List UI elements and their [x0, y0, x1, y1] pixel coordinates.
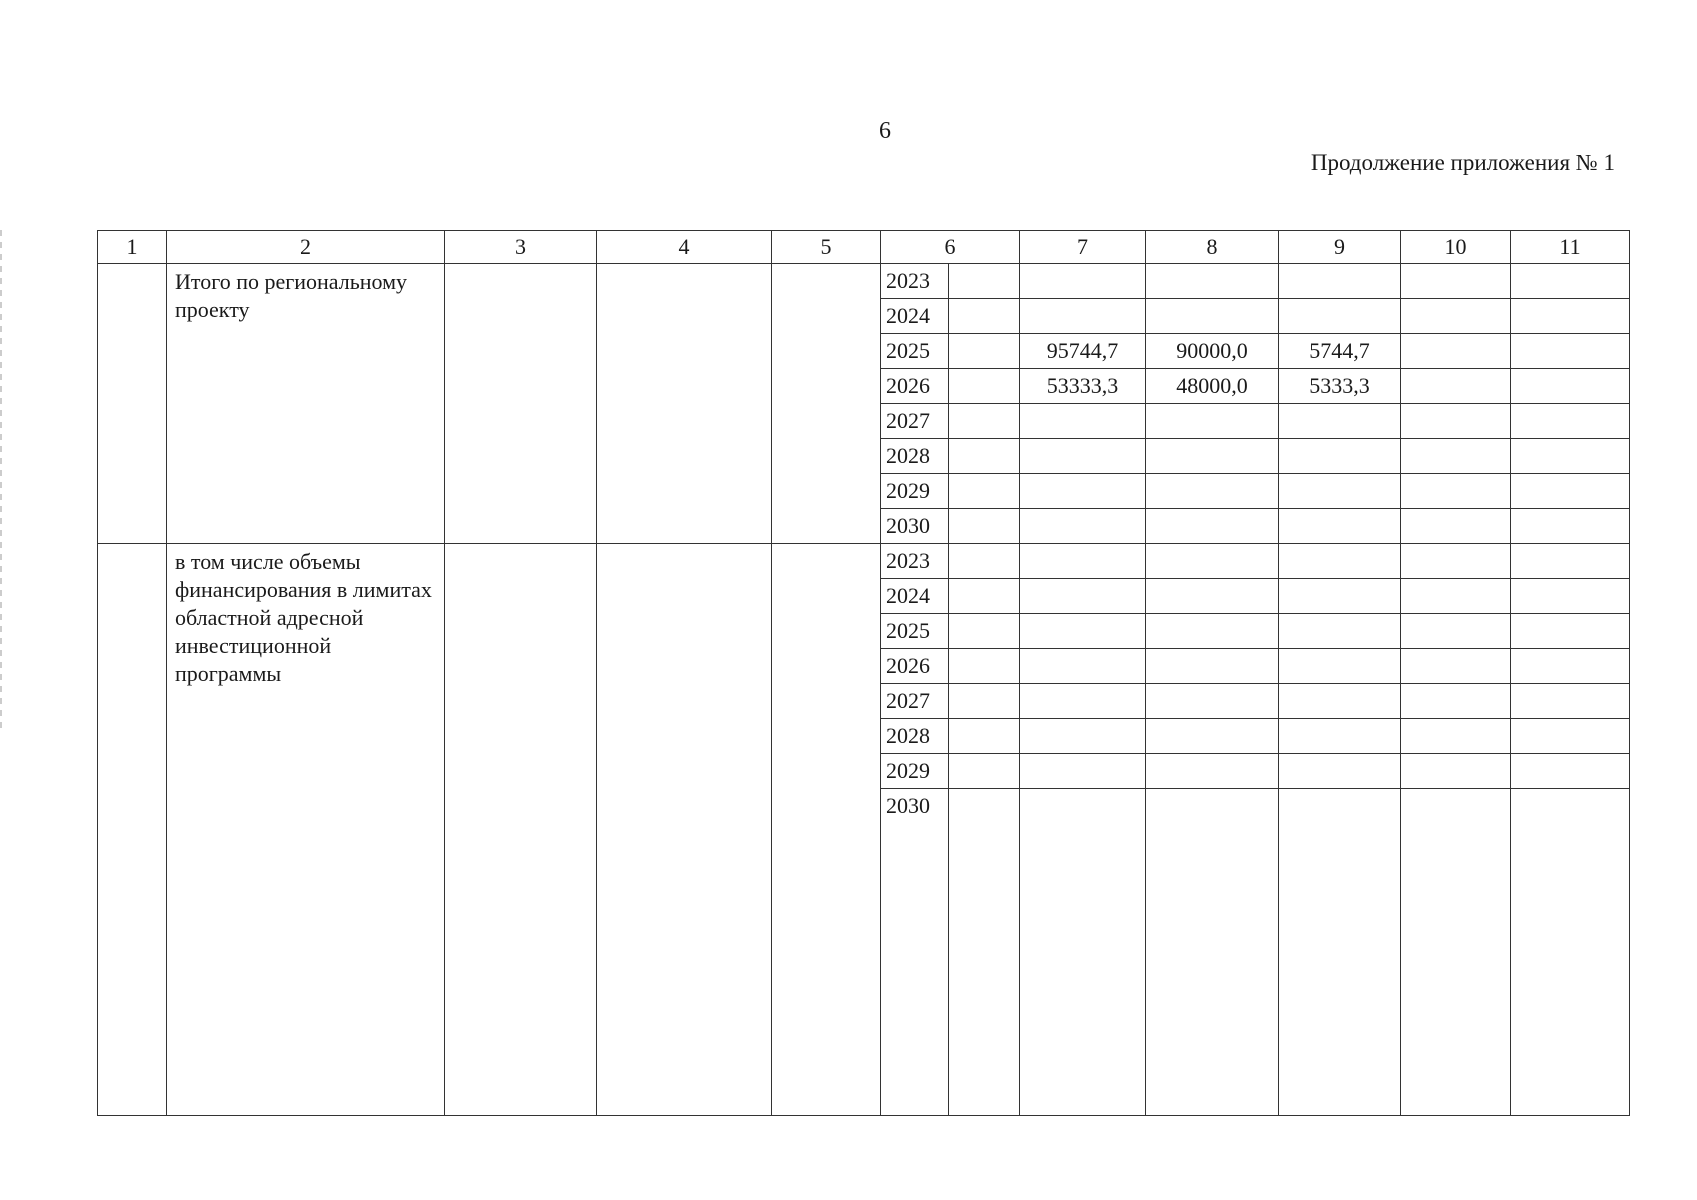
empty-cell — [1279, 789, 1401, 1116]
year-cell: 2024 — [881, 299, 949, 334]
value-cell — [1020, 439, 1146, 474]
empty-cell — [949, 614, 1020, 649]
empty-cell — [949, 579, 1020, 614]
empty-cell — [1401, 789, 1511, 1116]
empty-cell — [949, 369, 1020, 404]
empty-cell — [1401, 334, 1511, 369]
empty-cell — [1020, 789, 1146, 1116]
empty-cell — [1401, 684, 1511, 719]
value-cell — [1020, 474, 1146, 509]
page-number: 6 — [879, 118, 891, 144]
year-cell: 2028 — [881, 439, 949, 474]
empty-cell — [1401, 614, 1511, 649]
empty-cell — [1401, 264, 1511, 299]
empty-cell — [1511, 789, 1630, 1116]
empty-cell — [1511, 369, 1630, 404]
table-row — [98, 264, 1630, 299]
value-cell — [1279, 509, 1401, 544]
empty-cell — [1279, 754, 1401, 789]
year-cell: 2024 — [881, 579, 949, 614]
empty-cell — [1511, 579, 1630, 614]
table-row — [98, 544, 1630, 579]
empty-cell — [1146, 789, 1279, 1116]
empty-cell — [1020, 579, 1146, 614]
year-cell: 2027 — [881, 404, 949, 439]
empty-cell — [949, 509, 1020, 544]
empty-cell — [1511, 299, 1630, 334]
empty-cell — [1511, 754, 1630, 789]
header-cell: 1 — [98, 231, 167, 264]
empty-cell — [1146, 544, 1279, 579]
value-cell: 5333,3 — [1279, 369, 1401, 404]
header-cell: 10 — [1401, 231, 1511, 264]
empty-cell — [1401, 649, 1511, 684]
empty-cell — [445, 264, 597, 544]
header-cell: 5 — [772, 231, 881, 264]
empty-cell — [1401, 369, 1511, 404]
year-cell: 2026 — [881, 369, 949, 404]
value-cell: 48000,0 — [1146, 369, 1279, 404]
empty-cell — [1146, 614, 1279, 649]
header-cell: 2 — [167, 231, 445, 264]
value-cell: 53333,3 — [1020, 369, 1146, 404]
year-cell: 2028 — [881, 719, 949, 754]
empty-cell — [1511, 264, 1630, 299]
value-cell — [1279, 474, 1401, 509]
value-cell — [1146, 299, 1279, 334]
empty-cell — [949, 264, 1020, 299]
empty-cell — [1401, 474, 1511, 509]
year-cell: 2029 — [881, 474, 949, 509]
empty-cell — [1401, 299, 1511, 334]
empty-cell — [1146, 754, 1279, 789]
empty-cell — [1020, 684, 1146, 719]
empty-cell — [949, 404, 1020, 439]
value-cell — [1020, 299, 1146, 334]
empty-cell — [1511, 684, 1630, 719]
group-label: в том числе объемы финансирования в лимитах областной адресной инвестиционной программы — [167, 544, 445, 1116]
header-cell: 9 — [1279, 231, 1401, 264]
empty-cell — [1020, 719, 1146, 754]
year-cell: 2023 — [881, 544, 949, 579]
empty-cell — [949, 474, 1020, 509]
empty-cell — [1279, 579, 1401, 614]
year-cell: 2026 — [881, 649, 949, 684]
empty-cell — [1511, 544, 1630, 579]
year-cell: 2023 — [881, 264, 949, 299]
empty-cell — [445, 544, 597, 1116]
value-cell — [1020, 264, 1146, 299]
empty-cell — [597, 264, 772, 544]
empty-cell — [1020, 614, 1146, 649]
group-label: Итого по региональному проекту — [167, 264, 445, 544]
empty-cell — [1401, 579, 1511, 614]
empty-cell — [597, 544, 772, 1116]
empty-cell — [772, 264, 881, 544]
empty-cell — [1279, 544, 1401, 579]
year-cell: 2030 — [881, 509, 949, 544]
empty-cell — [1279, 649, 1401, 684]
empty-cell — [1020, 754, 1146, 789]
value-cell: 95744,7 — [1020, 334, 1146, 369]
table-header-row — [98, 231, 1630, 264]
value-cell — [1146, 474, 1279, 509]
empty-cell — [949, 299, 1020, 334]
header-cell: 4 — [597, 231, 772, 264]
value-cell — [1146, 509, 1279, 544]
empty-cell — [1511, 474, 1630, 509]
header-cell: 3 — [445, 231, 597, 264]
empty-cell — [1511, 614, 1630, 649]
group-number-cell — [98, 264, 167, 544]
value-cell: 5744,7 — [1279, 334, 1401, 369]
empty-cell — [1401, 509, 1511, 544]
empty-cell — [1511, 439, 1630, 474]
empty-cell — [772, 544, 881, 1116]
year-cell: 2027 — [881, 684, 949, 719]
empty-cell — [949, 789, 1020, 1116]
year-cell: 2029 — [881, 754, 949, 789]
empty-cell — [1279, 614, 1401, 649]
empty-cell — [1146, 719, 1279, 754]
value-cell — [1279, 299, 1401, 334]
empty-cell — [949, 649, 1020, 684]
value-cell — [1279, 264, 1401, 299]
empty-cell — [1146, 649, 1279, 684]
empty-cell — [1020, 544, 1146, 579]
empty-cell — [1511, 404, 1630, 439]
empty-cell — [1511, 719, 1630, 754]
header-cell: 8 — [1146, 231, 1279, 264]
year-cell: 2030 — [881, 789, 949, 1116]
empty-cell — [1401, 544, 1511, 579]
empty-cell — [1279, 719, 1401, 754]
financing-table — [97, 230, 1630, 1116]
year-cell: 2025 — [881, 614, 949, 649]
header-cell: 6 — [881, 231, 1020, 264]
value-cell — [1020, 404, 1146, 439]
empty-cell — [1511, 649, 1630, 684]
empty-cell — [1146, 684, 1279, 719]
empty-cell — [1279, 684, 1401, 719]
empty-cell — [949, 754, 1020, 789]
empty-cell — [1401, 439, 1511, 474]
empty-cell — [1401, 754, 1511, 789]
value-cell — [1146, 404, 1279, 439]
group-number-cell — [98, 544, 167, 1116]
empty-cell — [949, 544, 1020, 579]
value-cell — [1279, 439, 1401, 474]
empty-cell — [949, 439, 1020, 474]
value-cell — [1279, 404, 1401, 439]
value-cell — [1146, 264, 1279, 299]
year-cell: 2025 — [881, 334, 949, 369]
empty-cell — [949, 684, 1020, 719]
header-cell: 11 — [1511, 231, 1630, 264]
empty-cell — [1511, 509, 1630, 544]
empty-cell — [1511, 334, 1630, 369]
empty-cell — [949, 334, 1020, 369]
empty-cell — [1146, 579, 1279, 614]
empty-cell — [949, 719, 1020, 754]
value-cell — [1146, 439, 1279, 474]
header-cell: 7 — [1020, 231, 1146, 264]
empty-cell — [1401, 404, 1511, 439]
value-cell: 90000,0 — [1146, 334, 1279, 369]
empty-cell — [1020, 649, 1146, 684]
empty-cell — [1401, 719, 1511, 754]
appendix-continuation-note: Продолжение приложения № 1 — [1310, 150, 1615, 175]
value-cell — [1020, 509, 1146, 544]
scan-edge-mark — [0, 230, 2, 730]
